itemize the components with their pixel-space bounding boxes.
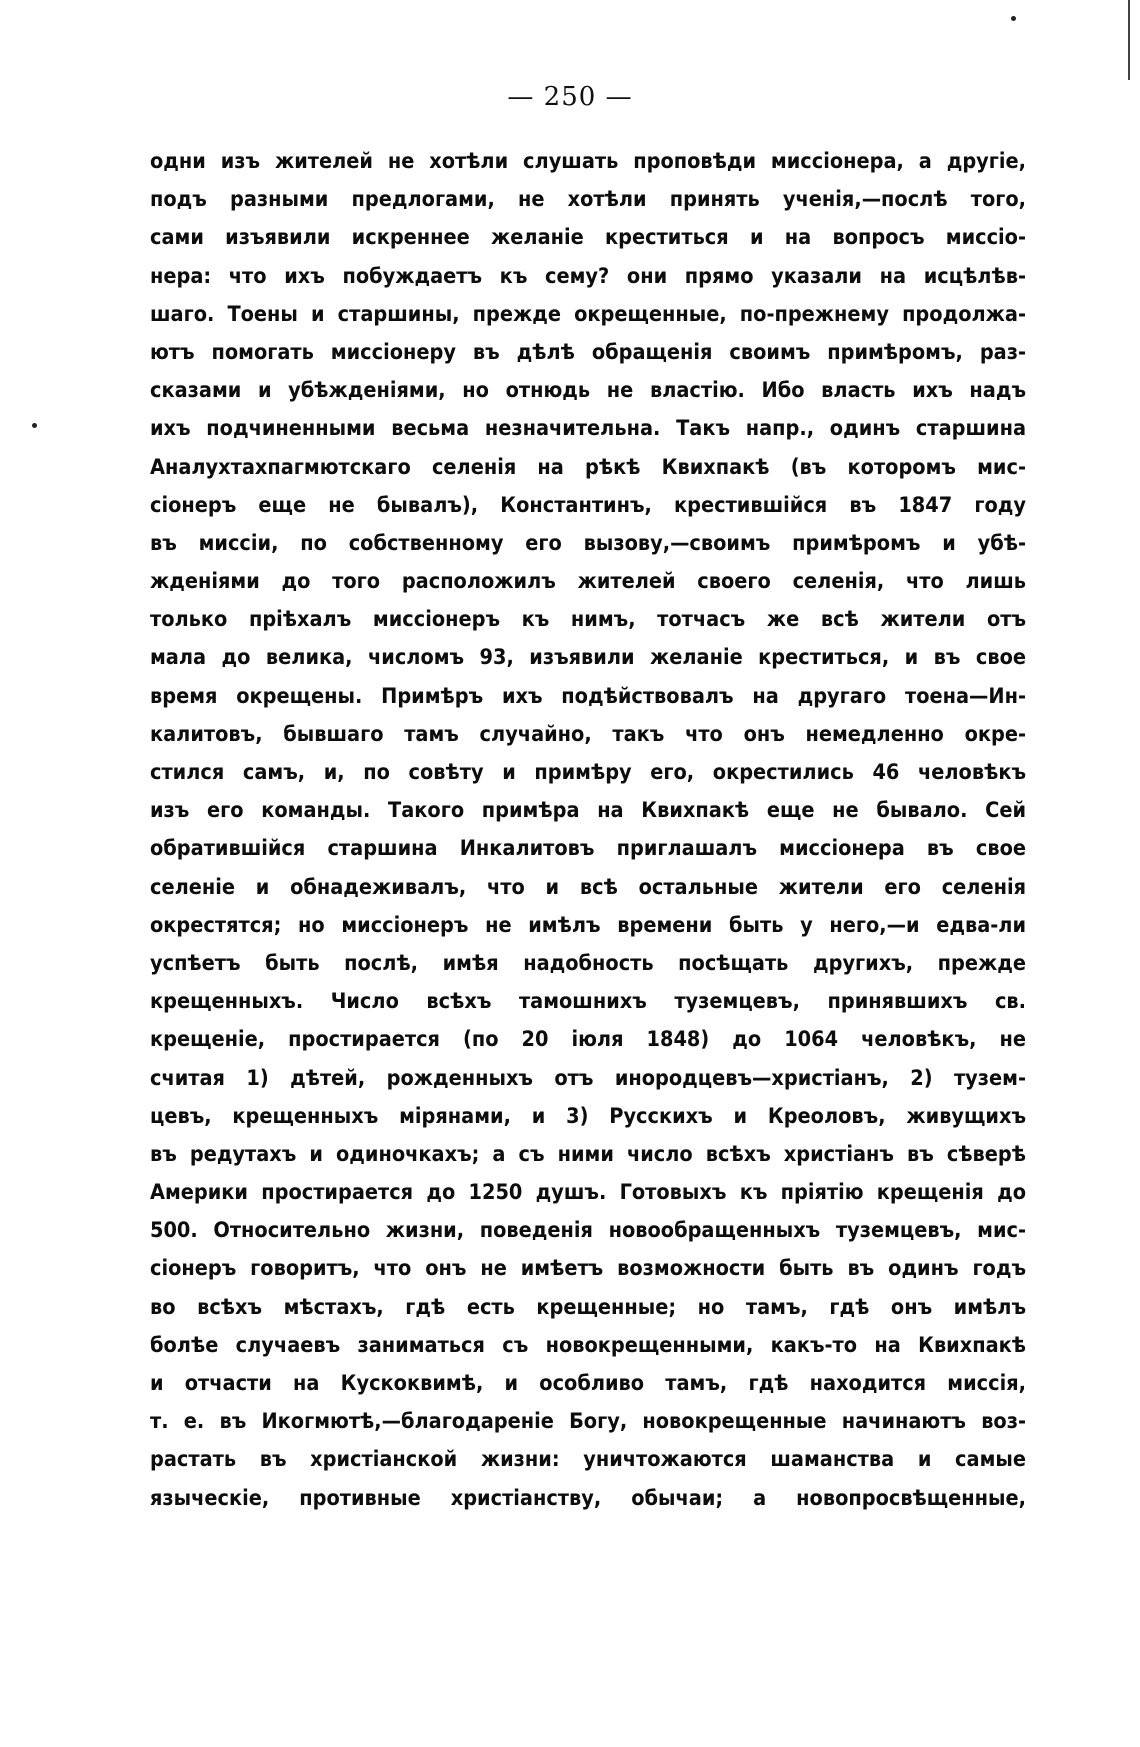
text-line: крещенныхъ. Число всѣхъ тамошнихъ туземцевъ, принявшихъ св. [150, 989, 1026, 1015]
text-line: считая 1) дѣтей, рожденныхъ отъ инородцевъ—христіанъ, 2) тузем- [150, 1065, 1026, 1091]
text-line: изъ его команды. Такого примѣра на Квихпакѣ еще не бывало. Сей [150, 798, 1026, 824]
text-line: крещеніе, простирается (по 20 іюля 1848) до 1064 человѣкъ, не [150, 1027, 1026, 1053]
text-line: окрестятся; но миссіонеръ не имѣлъ времени быть у него,—и едва-ли [150, 912, 1026, 938]
page-number: — 250 — [507, 82, 633, 112]
text-line: въ редутахъ и одиночкахъ; а съ ними число всѣхъ христіанъ въ сѣверѣ [150, 1141, 1026, 1167]
text-line: сіонеръ говоритъ, что онъ не имѣетъ возможности быть въ одинъ годъ [150, 1256, 1026, 1282]
text-line: и отчасти на Кускоквимѣ, и особливо тамъ, гдѣ находится миссія, [150, 1371, 1026, 1396]
text-line: т. е. въ Икогмютѣ,—благодареніе Богу, новокрещенные начинаютъ воз- [150, 1409, 1026, 1435]
text-line: жденіями до того расположилъ жителей своего селенія, что лишь [150, 569, 1026, 595]
text-line: селеніе и обнадеживалъ, что и всѣ остальные жители его селенія [150, 874, 1026, 900]
text-line: обратившійся старшина Инкалитовъ приглашалъ миссіонера въ свое [150, 836, 1026, 862]
text-line: калитовъ, бывшаго тамъ случайно, такъ что онъ немедленно окре- [150, 721, 1026, 747]
text-line: растать въ христіанской жизни: уничтожаются шаманства и самые [150, 1447, 1026, 1473]
text-line: въ миссіи, по собственному его вызову,—своимъ примѣромъ и убѣ- [150, 530, 1026, 556]
text-line: цевъ, крещенныхъ мірянами, и 3) Русскихъ и Креоловъ, живущихъ [150, 1103, 1026, 1129]
text-line: ютъ помогать миссіонеру въ дѣлѣ обращенія своимъ примѣромъ, раз- [150, 339, 1026, 365]
text-line: болѣе случаевъ заниматься съ новокрещенными, какъ-то на Квихпакѣ [150, 1332, 1026, 1358]
text-line: во всѣхъ мѣстахъ, гдѣ есть крещенные; но тамъ, гдѣ онъ имѣлъ [150, 1294, 1026, 1320]
text-line: только пріѣхалъ миссіонеръ къ нимъ, тотчасъ же всѣ жители отъ [150, 607, 1026, 633]
text-line: время окрещены. Примѣръ ихъ подѣйствовалъ на другаго тоена—Ин- [150, 683, 1026, 709]
text-line: мала до велика, числомъ 93, изъявили желаніе креститься, и въ свое [150, 645, 1026, 671]
text-line: 500. Относительно жизни, поведенія новообращенныхъ туземцевъ, мис- [150, 1218, 1026, 1244]
text-line: шаго. Тоены и старшины, прежде окрещенные, по-прежнему продолжа- [150, 301, 1026, 327]
text-line: Аналухтахпагмютскаго селенія на рѣкѣ Квихпакѣ (въ которомъ мис- [150, 454, 1026, 480]
text-line: ихъ подчиненными весьма незначительна. Такъ напр., одинъ старшина [150, 416, 1026, 442]
text-line: нера: что ихъ побуждаетъ къ сему? они прямо указали на исцѣлѣв- [150, 263, 1026, 289]
text-line: стился самъ, и, по совѣту и примѣру его, окрестились 46 человѣкъ [150, 760, 1026, 785]
speck-mark [32, 423, 37, 428]
text-line: успѣетъ быть послѣ, имѣя надобность посѣщать другихъ, прежде [150, 950, 1026, 976]
text-line: Америки простирается до 1250 душъ. Готовыхъ къ пріятію крещенія до [150, 1180, 1026, 1206]
text-line: одни изъ жителей не хотѣли слушать проповѣди миссіонера, а другіе, [150, 149, 1026, 174]
body-text [150, 143, 1026, 1518]
page-edge-line [1128, 0, 1130, 80]
speck-mark [1011, 16, 1016, 21]
text-line: языческіе, противные христіанству, обычаи; а новопросвѣщенные, [150, 1485, 1026, 1511]
text-line: сіонеръ еще не бывалъ), Константинъ, крестившійся въ 1847 году [150, 492, 1026, 518]
text-line: сказами и убѣжденіями, но отнюдь не властію. Ибо власть ихъ надъ [150, 378, 1026, 404]
text-line: сами изъявили искреннее желаніе креститься и на вопросъ миссіо- [150, 225, 1026, 251]
text-line: подъ разными предлогами, не хотѣли принять ученія,—послѣ того, [150, 187, 1026, 213]
